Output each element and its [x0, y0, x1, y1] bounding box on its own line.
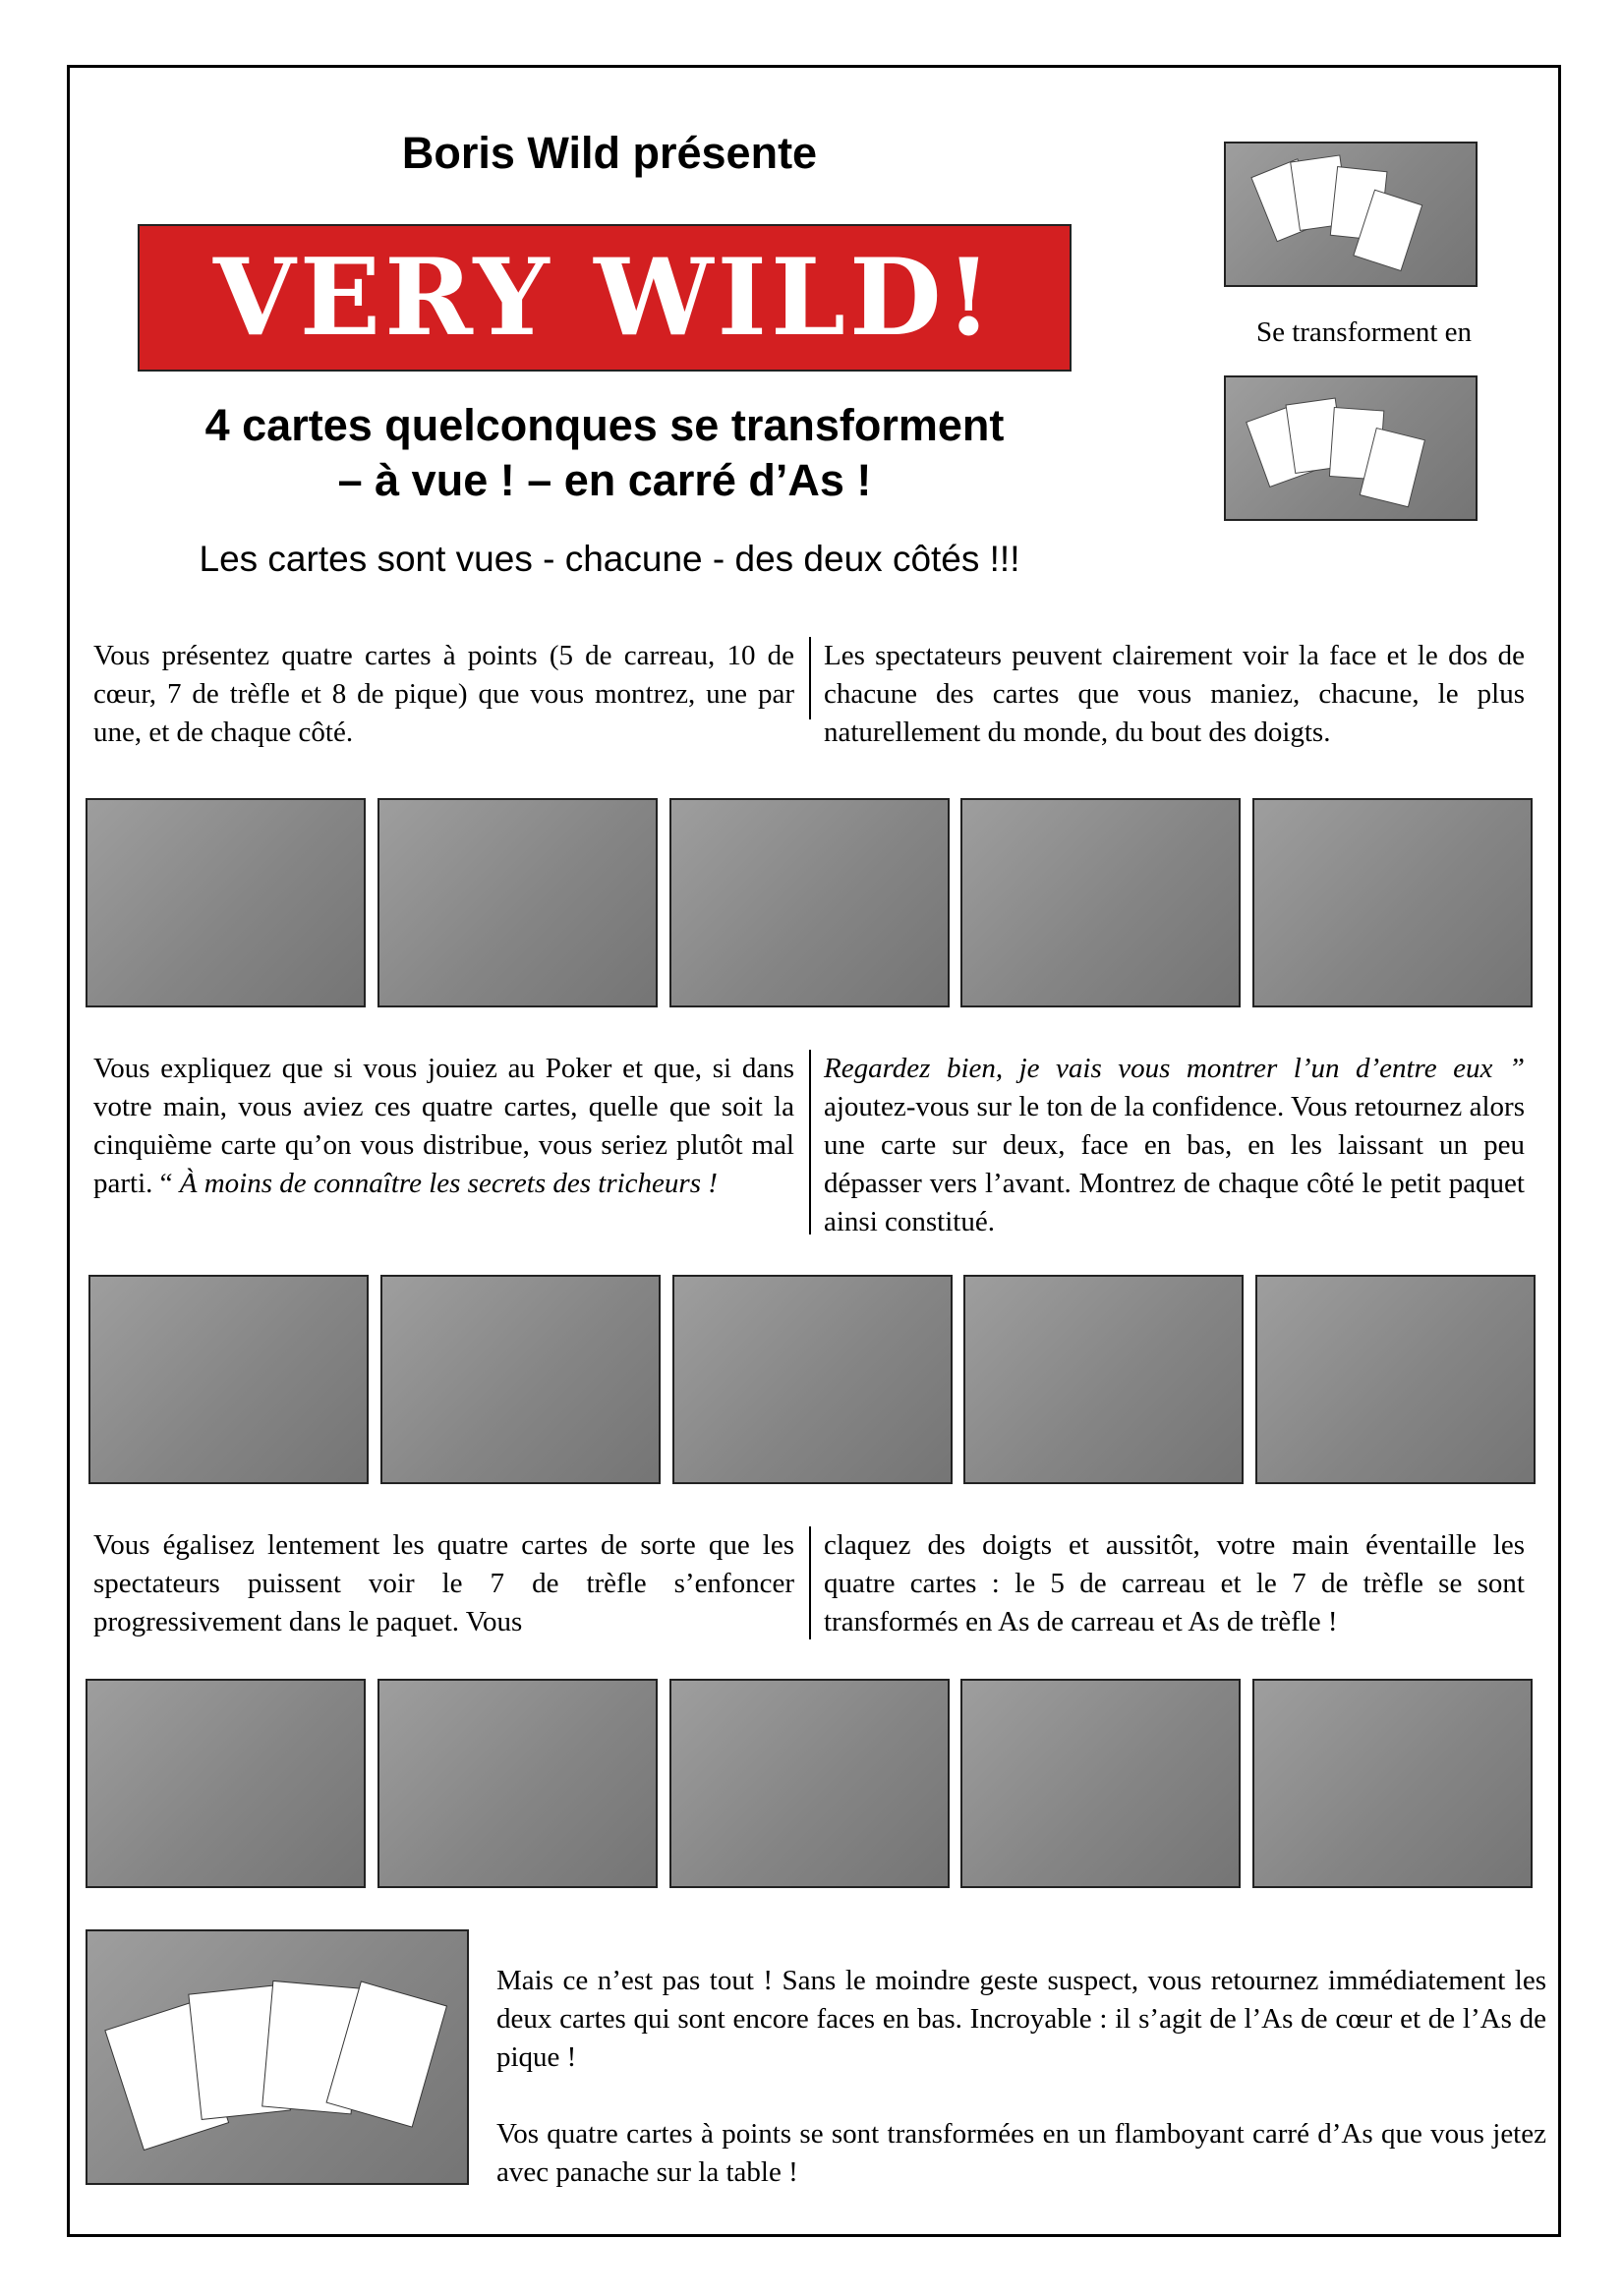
step-photo — [1252, 1679, 1533, 1888]
finale-text — [496, 1962, 1546, 2230]
section2-right-text — [824, 1050, 1525, 1241]
subtitle-line-1: 4 cartes quelconques se transforment — [204, 400, 1005, 450]
photo-four-aces — [86, 1929, 469, 2185]
step-photo — [960, 1679, 1241, 1888]
column-divider — [809, 1050, 811, 1234]
section1-right-text: Les spectateurs peuvent clairement voir la face et le dos de chacune des cartes que vous maniez, chacune, le plus naturellement du monde, du bout des doigts. — [824, 640, 1525, 748]
section2-right-italic: Regardez bien, je vais vous montrer l’un d’entre eux ” — [824, 1053, 1525, 1084]
section3-left-text: Vous égalisez lentement les quatre cartes de sorte que les spectateurs puissent voir le 7 de trèfle s’enfoncer progressivement dans le paquet. Vous — [93, 1529, 794, 1637]
finale-paragraph-1: Mais ce n’est pas tout ! Sans le moindre geste suspect, vous retournez immédiatement les deux cartes qui sont encore faces en bas. Incroyable : il s’agit de l’As de cœur et de l’As de pique ! — [496, 1965, 1546, 2073]
step-photo — [1255, 1275, 1536, 1484]
photo-after-aces — [1224, 375, 1478, 521]
transform-caption: Se transforment en — [1255, 316, 1473, 348]
column-divider — [809, 637, 811, 719]
step-photo — [377, 798, 658, 1007]
section2-left-text — [93, 1050, 794, 1203]
step-photo — [1252, 798, 1533, 1007]
step-photo — [380, 1275, 661, 1484]
photo-before-cards — [1224, 142, 1478, 287]
step-photo — [88, 1275, 369, 1484]
finale-paragraph-2: Vos quatre cartes à points se sont transformées en un flamboyant carré d’As que vous jetez avec panache sur la table ! — [496, 2118, 1546, 2188]
section1-left-text: Vous présentez quatre cartes à points (5 de carreau, 10 de cœur, 7 de trèfle et 8 de pique) que vous montrez, une par une, et de chaque côté. — [93, 640, 794, 748]
tagline: Les cartes sont vues - chacune - des deux côtés !!! — [199, 539, 1020, 579]
subtitle-line-2: – à vue ! – en carré d’As ! — [337, 455, 872, 505]
section2-left-italic: À moins de connaître les secrets des tricheurs ! — [179, 1168, 718, 1199]
step-photo — [672, 1275, 953, 1484]
step-photo — [963, 1275, 1244, 1484]
step-photo — [669, 1679, 950, 1888]
step-photo — [86, 1679, 366, 1888]
banner-title: VERY WILD! — [212, 236, 997, 360]
section2-left-plain: Vous expliquez que si vous jouiez au Poker et que, si dans votre main, vous aviez ces quatre cartes, quelle que soit la cinquième carte qu’on vous distribue, vous seriez plutôt mal parti. “ — [93, 1053, 794, 1199]
four-aces-illustration — [87, 1931, 467, 2183]
fanned-aces-illustration — [1226, 377, 1476, 519]
presenter-line: Boris Wild présente — [401, 128, 818, 178]
title-banner — [138, 224, 1072, 372]
step-photo — [86, 798, 366, 1007]
subtitle — [128, 398, 1081, 508]
step-photo — [669, 798, 950, 1007]
step-photo — [377, 1679, 658, 1888]
column-divider — [809, 1526, 811, 1639]
section2-right-plain: ajoutez-vous sur le ton de la confidence. Vous retournez alors une carte sur deux, face en bas, en les laissant un peu dépasser vers l’avant. Montrez de chaque côté le petit paquet ainsi constitué. — [824, 1091, 1525, 1237]
section3-right-text: claquez des doigts et aussitôt, votre main éventaille les quatre cartes : le 5 de carreau et le 7 de trèfle se sont transformés en As de carreau et As de trèfle ! — [824, 1529, 1525, 1637]
step-photo — [960, 798, 1241, 1007]
fanned-cards-illustration — [1226, 144, 1476, 285]
